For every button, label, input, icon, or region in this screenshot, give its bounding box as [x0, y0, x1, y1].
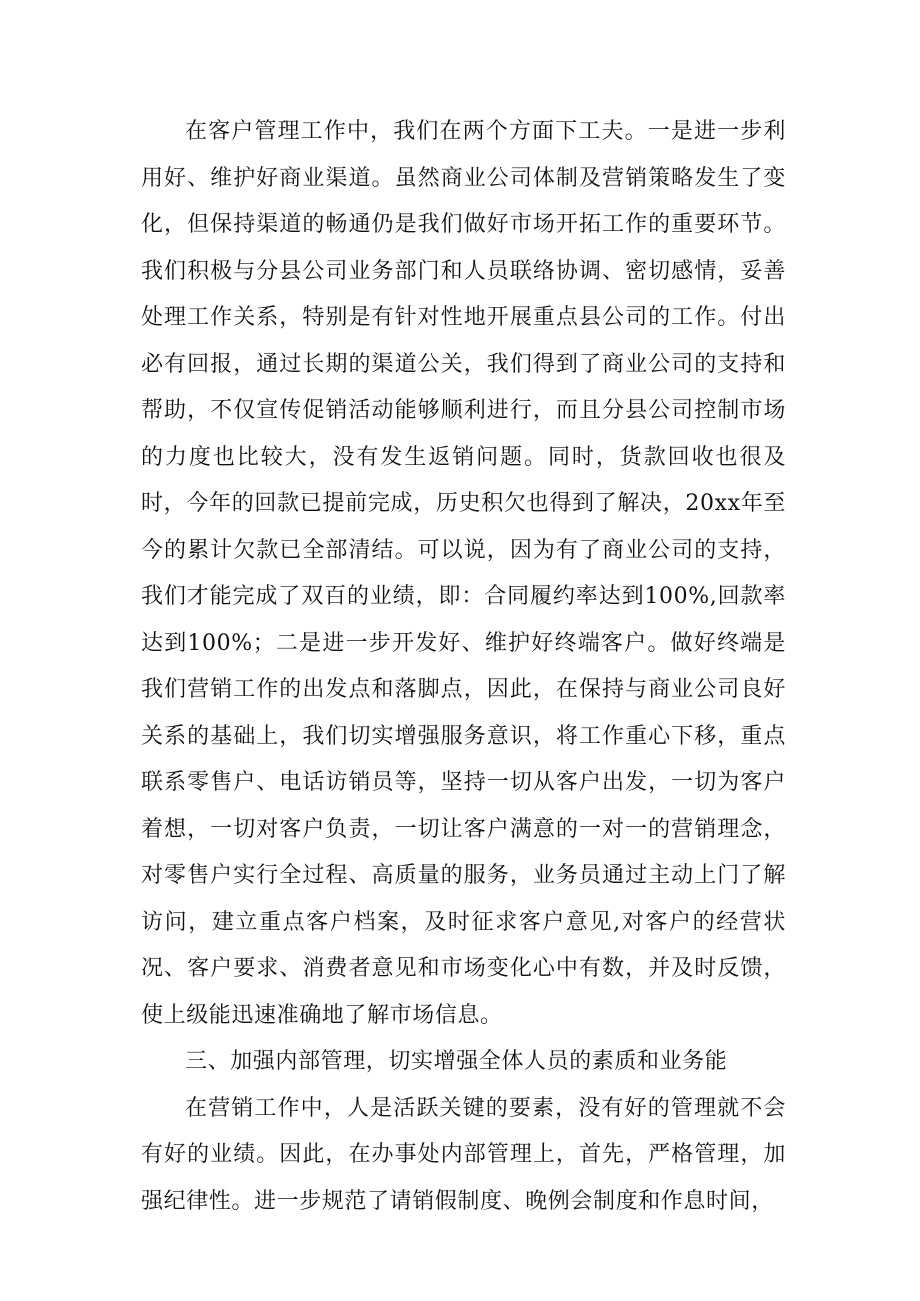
paragraph-customer-management: 在客户管理工作中，我们在两个方面下工夫。一是进一步利用好、维护好商业渠道。虽然商业公司体制及营销策略发生了变化，但保持渠道的畅通仍是我们做好市场开拓工作的重要环节。我们积极与分县公司业务部门和人员联络协调、密切感情，妥善处理工作关系，特别是有针对性地开展重点县公司的工作。付出必有回报，通过长期的渠道公关，我们得到了商业公司的支持和帮助，不仅宣传促销活动能够顺利进行，而且分县公司控制市场的力度也比较大，没有发生返销问题。同时，货款回收也很及时，今年的回款已提前完成，历史积欠也得到了解决，20xx年至今的累计欠款已全部清结。可以说，因为有了商业公司的支持，我们才能完成了双百的业绩，即：合同履约率达到100%,回款率达到100%；二是进一步开发好、维护好终端客户。做好终端是我们营销工作的出发点和落脚点，因此，在保持与商业公司良好关系的基础上，我们切实增强服务意识，将工作重心下移，重点联系零售户、电话访销员等，坚持一切从客户出发，一切为客户着想，一切对客户负责，一切让客户满意的一对一的营销理念，对零售户实行全过程、高质量的服务，业务员通过主动上门了解访问，建立重点客户档案，及时征求客户意见,对客户的经营状况、客户要求、消费者意见和市场变化心中有数，并及时反馈，使上级能迅速准确地了解市场信息。 — [141, 119, 786, 1028]
paragraph-marketing-personnel: 在营销工作中，人是活跃关键的要素，没有好的管理就不会有好的业绩。因此，在办事处内部管理上，首先，严格管理，加强纪律性。进一步规范了请销假制度、晚例会制度和作息时间， — [141, 1095, 786, 1214]
document-body — [141, 109, 786, 1225]
section-heading-internal-management: 三、加强内部管理，切实增强全体人员的素质和业务能 — [185, 1049, 728, 1074]
